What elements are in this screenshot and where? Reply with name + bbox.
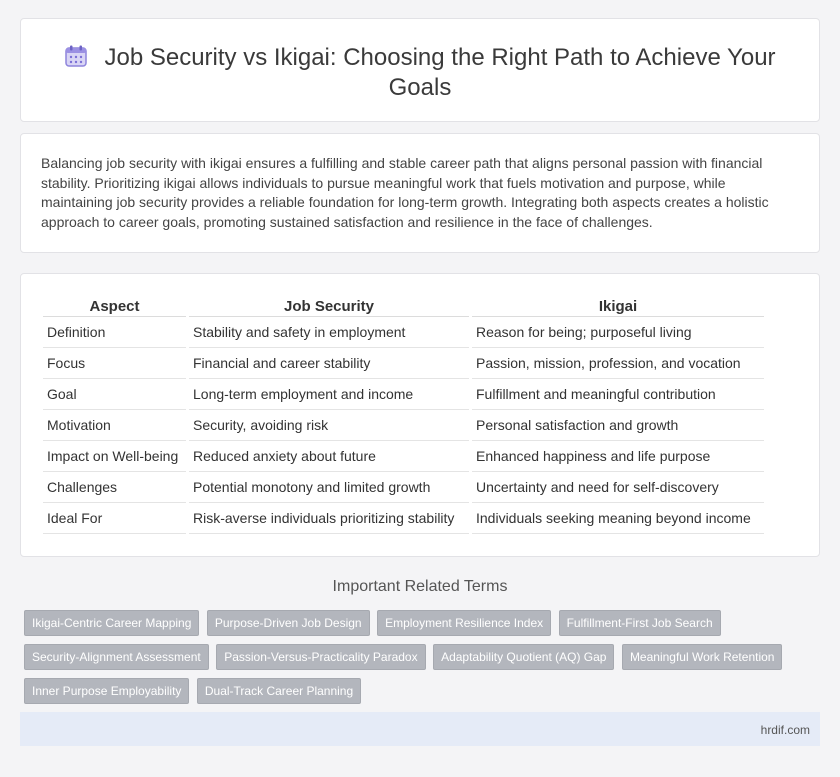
table-header-row xyxy=(43,294,764,317)
cell-aspect: Challenges xyxy=(43,472,186,503)
header-aspect: Aspect xyxy=(43,294,186,317)
cell-job-security: Risk-averse individuals prioritizing stability xyxy=(189,503,469,534)
title-wrap xyxy=(21,43,819,103)
table-row xyxy=(43,317,764,348)
calendar-icon xyxy=(64,44,88,68)
related-term-tag[interactable]: Employment Resilience Index xyxy=(377,610,551,636)
cell-ikigai: Enhanced happiness and life purpose xyxy=(472,441,764,472)
cell-ikigai: Individuals seeking meaning beyond income xyxy=(472,503,764,534)
header-ikigai: Ikigai xyxy=(472,294,764,317)
cell-aspect: Definition xyxy=(43,317,186,348)
cell-ikigai: Personal satisfaction and growth xyxy=(472,410,764,441)
cell-job-security: Security, avoiding risk xyxy=(189,410,469,441)
footer-bar xyxy=(20,712,820,746)
header-card xyxy=(20,18,820,122)
cell-aspect: Motivation xyxy=(43,410,186,441)
page-title xyxy=(21,43,819,103)
table-row xyxy=(43,472,764,503)
cell-job-security: Potential monotony and limited growth xyxy=(189,472,469,503)
table-row xyxy=(43,441,764,472)
cell-aspect: Focus xyxy=(43,348,186,379)
table-row xyxy=(43,379,764,410)
comparison-table xyxy=(40,294,767,534)
related-term-tag[interactable]: Passion-Versus-Practicality Paradox xyxy=(216,644,425,670)
related-term-tag[interactable]: Meaningful Work Retention xyxy=(622,644,783,670)
cell-aspect: Ideal For xyxy=(43,503,186,534)
related-term-tag[interactable]: Inner Purpose Employability xyxy=(24,678,189,704)
cell-ikigai: Passion, mission, profession, and vocation xyxy=(472,348,764,379)
comparison-card xyxy=(20,273,820,557)
cell-ikigai: Fulfillment and meaningful contribution xyxy=(472,379,764,410)
cell-job-security: Reduced anxiety about future xyxy=(189,441,469,472)
footer-site-link[interactable]: hrdif.com xyxy=(760,723,810,737)
cell-aspect: Goal xyxy=(43,379,186,410)
cell-job-security: Stability and safety in employment xyxy=(189,317,469,348)
cell-job-security: Long-term employment and income xyxy=(189,379,469,410)
intro-paragraph: Balancing job security with ikigai ensures a fulfilling and stable career path that aligns personal passion with financial stability. Prioritizing ikigai allows individuals to pursue meaningful work that fuels motivation and purpose, while maintaining job security provides a reliable foundation for long-term growth. Integrating both aspects creates a holistic approach to career goals, promoting sustained satisfaction and resilience in the face of challenges. xyxy=(41,155,769,230)
related-terms-title: Important Related Terms xyxy=(332,578,508,595)
related-term-tag[interactable]: Adaptability Quotient (AQ) Gap xyxy=(433,644,614,670)
cell-aspect: Impact on Well-being xyxy=(43,441,186,472)
cell-ikigai: Uncertainty and need for self-discovery xyxy=(472,472,764,503)
cell-ikigai: Reason for being; purposeful living xyxy=(472,317,764,348)
related-term-tag[interactable]: Ikigai-Centric Career Mapping xyxy=(24,610,199,636)
table-row xyxy=(43,410,764,441)
related-term-tag[interactable]: Security-Alignment Assessment xyxy=(24,644,209,670)
related-term-tag[interactable]: Dual-Track Career Planning xyxy=(197,678,361,704)
related-terms-list xyxy=(24,610,824,712)
header-job-security: Job Security xyxy=(189,294,469,317)
cell-job-security: Financial and career stability xyxy=(189,348,469,379)
related-term-tag[interactable]: Fulfillment-First Job Search xyxy=(559,610,721,636)
page-title-text: Job Security vs Ikigai: Choosing the Right Path to Achieve Your Goals xyxy=(104,44,776,101)
intro-card xyxy=(20,133,820,253)
related-term-tag[interactable]: Purpose-Driven Job Design xyxy=(207,610,370,636)
table-row xyxy=(43,503,764,534)
table-row xyxy=(43,348,764,379)
